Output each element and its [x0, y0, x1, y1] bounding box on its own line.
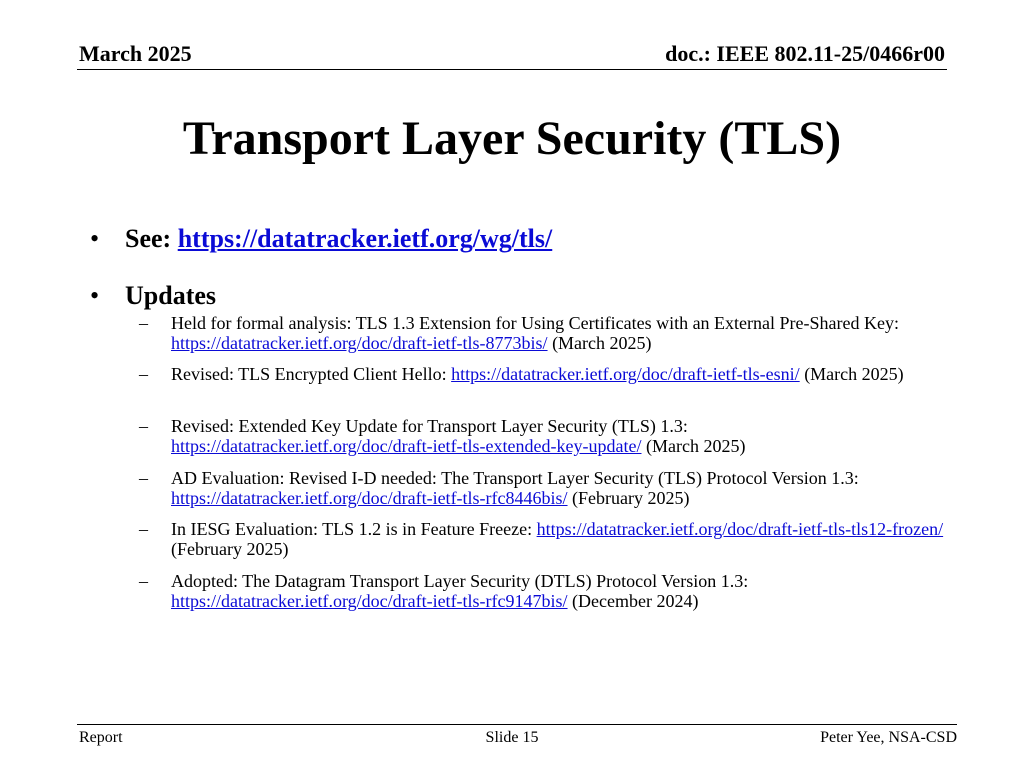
- update-item-link[interactable]: https://datatracker.ietf.org/doc/draft-ietf-tls-rfc8446bis/: [171, 488, 568, 508]
- update-item-prefix: Adopted: The Datagram Transport Layer Security (DTLS) Protocol Version 1.3:: [171, 571, 749, 591]
- update-item-link[interactable]: https://datatracker.ietf.org/doc/draft-ietf-tls-extended-key-update/: [171, 436, 642, 456]
- dash-marker: –: [139, 519, 148, 539]
- footer-rule: [77, 724, 957, 725]
- update-item-prefix: Held for formal analysis: TLS 1.3 Extension for Using Certificates with an External Pre-Shared Key:: [171, 313, 899, 333]
- bullet-see: [125, 224, 552, 254]
- update-item-suffix: (February 2025): [171, 539, 289, 559]
- update-item-text: [171, 571, 951, 611]
- update-item-text: [171, 364, 951, 384]
- update-item-link[interactable]: https://datatracker.ietf.org/doc/draft-ietf-tls-tls12-frozen/: [536, 519, 944, 539]
- bullet-updates-heading: Updates: [125, 281, 217, 310]
- update-item-prefix: Revised: TLS Encrypted Client Hello:: [171, 364, 452, 384]
- update-item-suffix: (February 2025): [567, 488, 690, 508]
- update-item-suffix: (March 2025): [641, 436, 746, 456]
- header-doc-id: doc.: IEEE 802.11-25/0466r00: [665, 41, 945, 66]
- update-item-prefix: In IESG Evaluation: TLS 1.2 is in Feature Freeze:: [171, 519, 537, 539]
- update-item-text: [171, 468, 951, 508]
- header-date: March 2025: [79, 41, 192, 66]
- update-item-prefix: AD Evaluation: Revised I-D needed: The Transport Layer Security (TLS) Protocol Version 1.3:: [171, 468, 859, 488]
- footer-report: Report: [79, 729, 123, 746]
- update-item-text: [171, 519, 951, 559]
- dash-marker: –: [139, 364, 148, 384]
- update-item-suffix: (December 2024): [567, 591, 699, 611]
- update-item-suffix: (March 2025): [547, 333, 652, 353]
- see-link[interactable]: https://datatracker.ietf.org/wg/tls/: [177, 224, 553, 253]
- bullet-updates-marker: •: [90, 281, 100, 310]
- header-rule: [77, 69, 947, 70]
- footer-author: Peter Yee, NSA-CSD: [820, 729, 957, 746]
- dash-marker: –: [139, 571, 148, 591]
- update-item-link[interactable]: https://datatracker.ietf.org/doc/draft-ietf-tls-rfc9147bis/: [171, 591, 568, 611]
- slide-title: Transport Layer Security (TLS): [182, 112, 842, 165]
- update-item-prefix: Revised: Extended Key Update for Transport Layer Security (TLS) 1.3:: [171, 416, 688, 436]
- dash-marker: –: [139, 468, 148, 488]
- update-item-text: [171, 416, 951, 456]
- update-item-link[interactable]: https://datatracker.ietf.org/doc/draft-ietf-tls-esni/: [451, 364, 800, 384]
- footer-slide-number: Slide 15: [485, 729, 539, 746]
- bullet-see-marker: •: [90, 224, 100, 253]
- update-item-suffix: (March 2025): [799, 364, 904, 384]
- dash-marker: –: [139, 313, 148, 333]
- see-label: See:: [125, 224, 178, 253]
- dash-marker: –: [139, 416, 148, 436]
- update-item-text: [171, 313, 951, 353]
- update-item-link[interactable]: https://datatracker.ietf.org/doc/draft-ietf-tls-8773bis/: [171, 333, 548, 353]
